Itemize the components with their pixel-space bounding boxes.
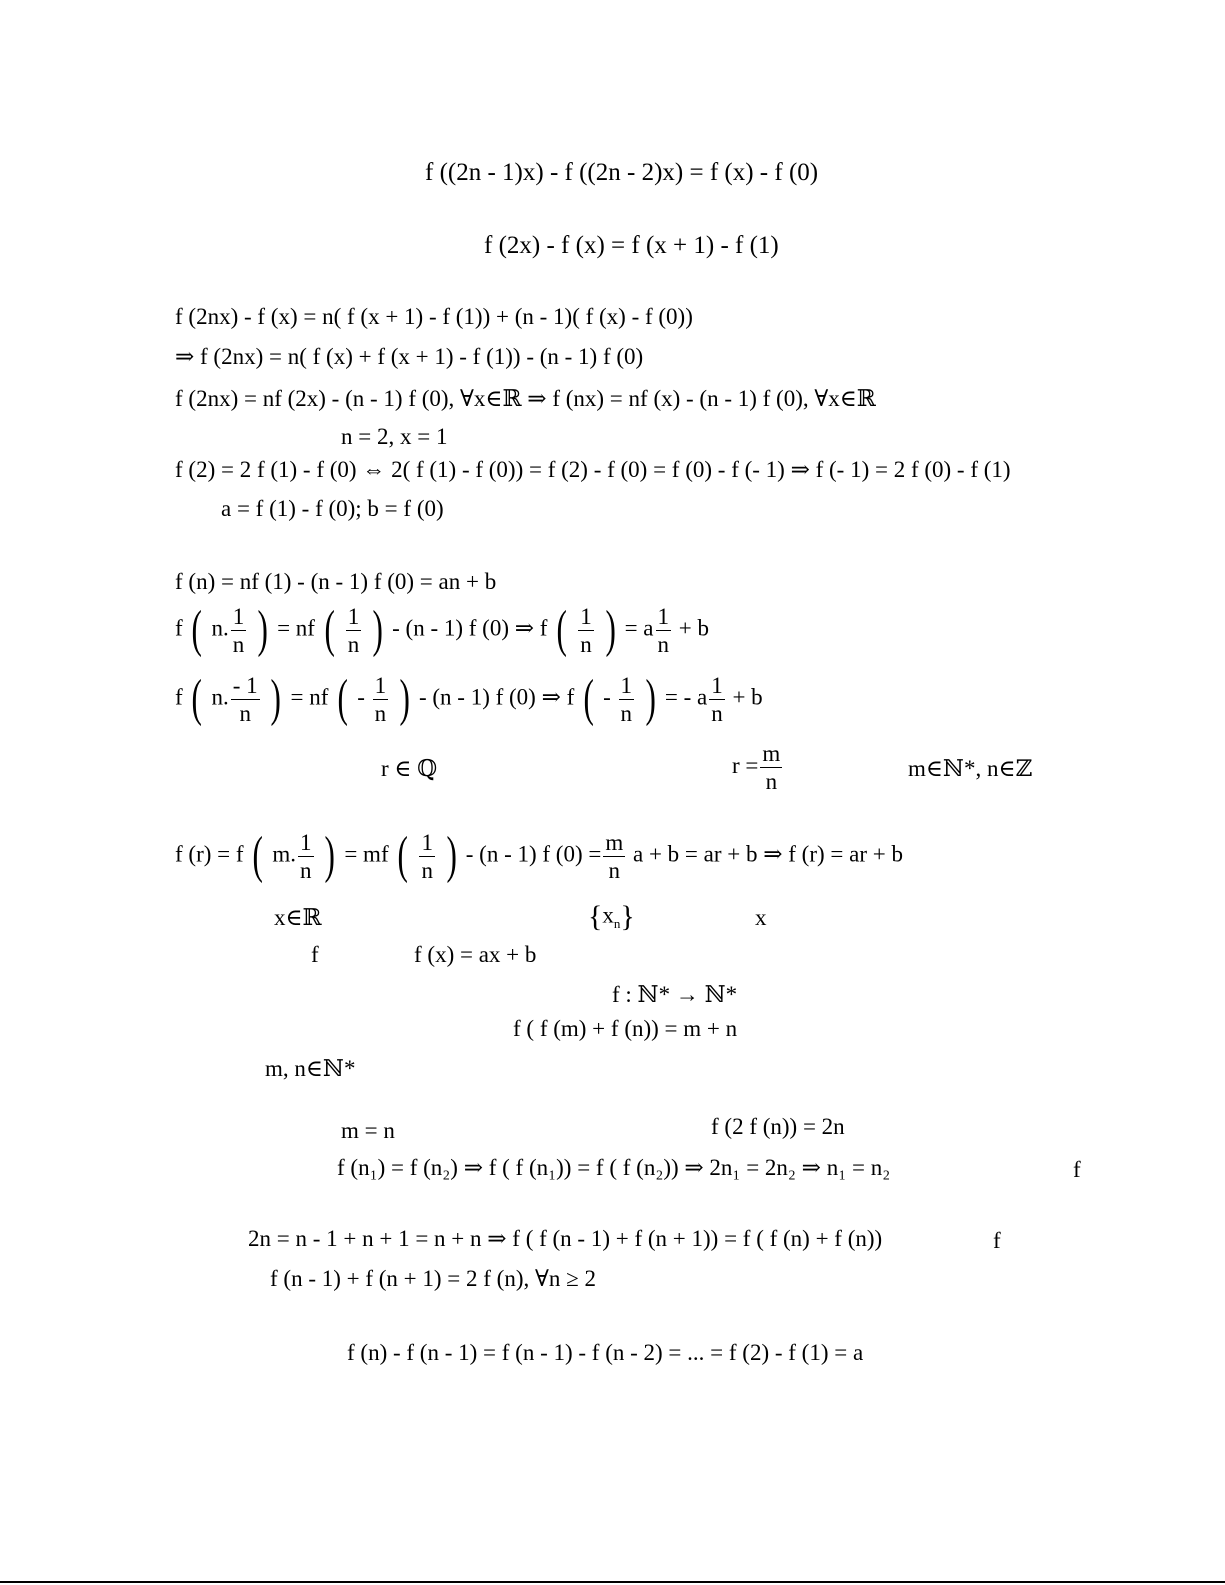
equation-line-4: ⇒ f (2nx) = n( f (x) + f (x + 1) - f (1)) - (n - 1) f (0) — [175, 344, 644, 369]
fraction: $\frac{1}{n}$ — [232, 603, 245, 657]
fraction: $\frac{m}{n}$ — [605, 829, 624, 883]
equation-line-13: f (r) = f ( m. $\frac{1}{n}$ ) = mf ( $\frac{1}{n}$ ) - (n - 1) f (0) = $\frac{m}{n}$ a + b = ar + b ⇒ f (r) = ar + b — [175, 827, 903, 884]
equation-line-17: f ( f (m) + f (n)) = m + n — [513, 1016, 738, 1041]
equation-line-9: f (n) = nf (1) - (n - 1) f (0) = an + b — [175, 569, 497, 594]
equation-line-7: f (2) = 2 f (1) - f (0) ⇔ 2( f (1) - f (0)) = f (2) - f (0) = f (0) - f (- 1) ⇒ f (- 1) = 2 f (0) - f (1) — [175, 457, 1011, 482]
equation-line-21b: f — [993, 1228, 1001, 1253]
equation-line-5: f (2nx) = nf (2x) - (n - 1) f (0), ∀x∈ℝ ⇒ f (nx) = nf (x) - (n - 1) f (0), ∀x∈ℝ — [175, 386, 876, 411]
equation-line-14c: x — [755, 905, 767, 930]
equation-line-1: f ((2n - 1)x) - f ((2n - 2)x) = f (x) - f (0) — [425, 159, 819, 186]
equation-line-11: f ( n. $\frac{- 1}{n}$ ) = nf ( - $\frac{1}{n}$ ) - (n - 1) f (0) ⇒ f ( - $\frac{1}{n}$ ) = - a $\frac{1}{n}$ + b — [175, 670, 763, 727]
equation-line-3: f (2nx) - f (x) = n( f (x + 1) - f (1)) + (n - 1)( f (x) - f (0)) — [175, 304, 693, 329]
fraction: $\frac{m}{n}$ — [762, 741, 781, 794]
equation-line-19a: m = n — [341, 1118, 395, 1143]
equation-line-16: f : ℕ* → ℕ* — [612, 982, 738, 1007]
fraction: $\frac{1}{n}$ — [657, 603, 670, 657]
fraction: $\frac{1}{n}$ — [300, 829, 312, 883]
equation-line-12b: r = $\frac{m}{n}$ — [732, 741, 781, 794]
equation-line-18: m, n∈ℕ* — [265, 1056, 356, 1081]
equation-line-6: n = 2, x = 1 — [341, 424, 448, 449]
fraction: $\frac{1}{n}$ — [374, 672, 387, 726]
equation-line-2: f (2x) - f (x) = f (x + 1) - f (1) — [484, 232, 779, 259]
page-bottom-rule — [0, 1581, 1225, 1583]
equation-line-23: f (n) - f (n - 1) = f (n - 1) - f (n - 2) = ... = f (2) - f (1) = a — [347, 1340, 864, 1365]
equation-line-8: a = f (1) - f (0); b = f (0) — [221, 496, 444, 521]
equation-line-20a: f (n₁) = f (n₂) ⇒ f ( f (n₁)) = f ( f (n₂)) ⇒ 2n₁ = 2n₂ ⇒ n₁ = n₂ — [337, 1155, 891, 1180]
equation-line-21a: 2n = n - 1 + n + 1 = n + n ⇒ f ( f (n - 1) + f (n + 1)) = f ( f (n) + f (n)) — [248, 1226, 883, 1251]
equation-line-15b: f (x) = ax + b — [414, 942, 537, 967]
equation-line-14b: $\{x_n\}$ — [588, 900, 635, 933]
equation-line-14a: x∈ℝ — [274, 905, 322, 930]
fraction: $\frac{1}{n}$ — [580, 603, 592, 657]
equation-line-12c: m∈ℕ*, n∈ℤ — [908, 756, 1033, 781]
equation-line-22: f (n - 1) + f (n + 1) = 2 f (n), ∀n ≥ 2 — [270, 1266, 597, 1291]
fraction: $\frac{1}{n}$ — [347, 603, 360, 657]
fraction: $\frac{1}{n}$ — [620, 672, 633, 726]
equation-line-12a: r ∈ ℚ — [381, 756, 438, 781]
equation-line-10: f ( n. $\frac{1}{n}$ ) = nf ( $\frac{1}{n}$ ) - (n - 1) f (0) ⇒ f ( $\frac{1}{n}$ ) = a $\frac{1}{n}$ + b — [175, 601, 709, 658]
fraction: $\frac{1}{n}$ — [421, 829, 433, 883]
equation-line-19b: f (2 f (n)) = 2n — [711, 1114, 845, 1139]
fraction: $\frac{1}{n}$ — [711, 672, 723, 726]
fraction: $\frac{- 1}{n}$ — [232, 672, 258, 726]
equation-line-15a: f — [311, 942, 319, 967]
equation-line-20b: f — [1073, 1157, 1081, 1182]
